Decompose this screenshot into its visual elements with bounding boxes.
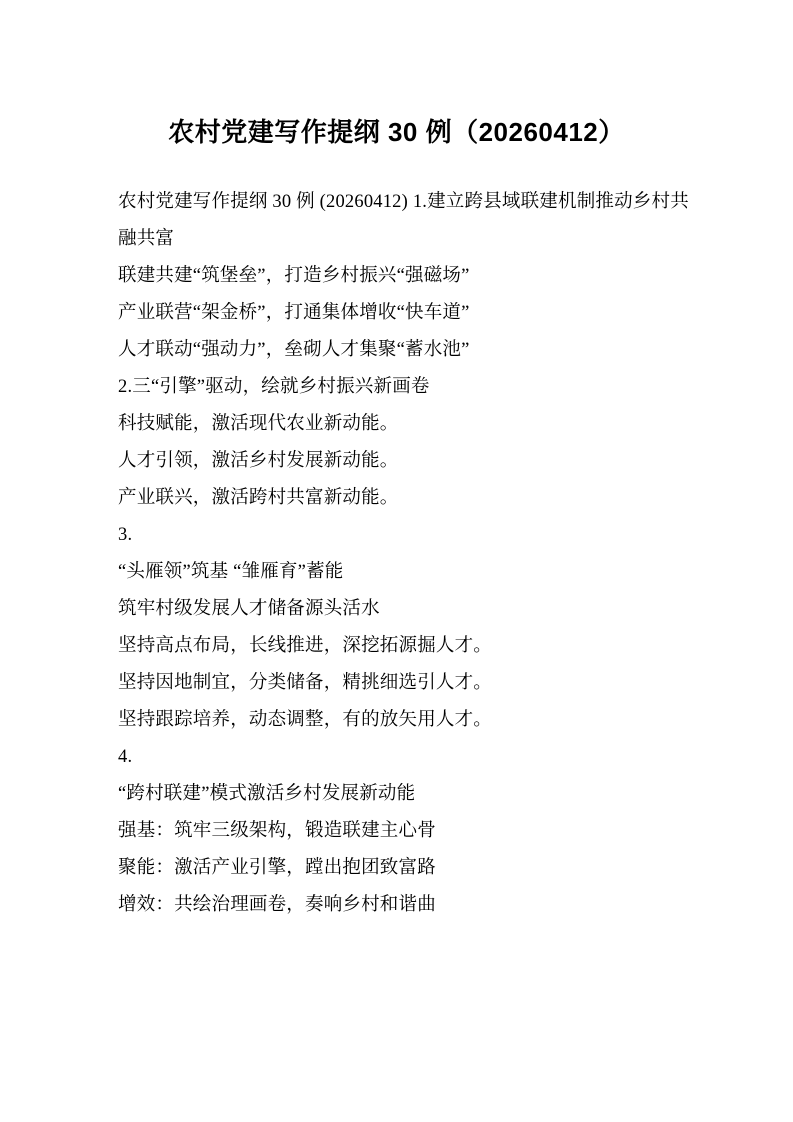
paragraph: 4. (118, 746, 133, 767)
paragraph: 坚持跟踪培养，动态调整，有的放矢用人才。 (118, 709, 493, 730)
paragraph: “跨村联建”模式激活乡村发展新动能 (118, 783, 416, 804)
document-body (0, 150, 793, 924)
paragraph: 3. (118, 524, 133, 545)
paragraph: 坚持因地制宜，分类储备，精挑细选引人才。 (118, 672, 493, 693)
paragraph: 筑牢村级发展人才储备源头活水 (118, 598, 380, 619)
paragraph: 联建共建“筑堡垒”，打造乡村振兴“强磁场” (118, 265, 470, 286)
paragraph: 产业联营“架金桥”，打通集体增收“快车道” (118, 302, 470, 323)
paragraph: 坚持高点布局，长线推进，深挖拓源掘人才。 (118, 635, 493, 656)
paragraph: 产业联兴，激活跨村共富新动能。 (118, 487, 399, 508)
paragraph: 增效：共绘治理画卷，奏响乡村和谐曲 (118, 894, 436, 915)
page-title: 农村党建写作提纲 30 例（20260412） (168, 117, 625, 147)
paragraph: 2.三“引擎”驱动，绘就乡村振兴新画卷 (118, 376, 430, 397)
paragraph: 聚能：激活产业引擎，蹚出抱团致富路 (118, 857, 436, 878)
paragraph: 人才引领，激活乡村发展新动能。 (118, 450, 399, 471)
paragraph: “头雁领”筑基 “雏雁育”蓄能 (118, 561, 344, 582)
paragraph: 人才联动“强动力”，垒砌人才集聚“蓄水池” (118, 339, 470, 360)
paragraph: 科技赋能，激活现代农业新动能。 (118, 413, 399, 434)
paragraph: 强基：筑牢三级架构，锻造联建主心骨 (118, 820, 436, 841)
paragraph: 农村党建写作提纲 30 例 (20260412) 1.建立跨县域联建机制推动乡村共融共富 (118, 191, 689, 249)
